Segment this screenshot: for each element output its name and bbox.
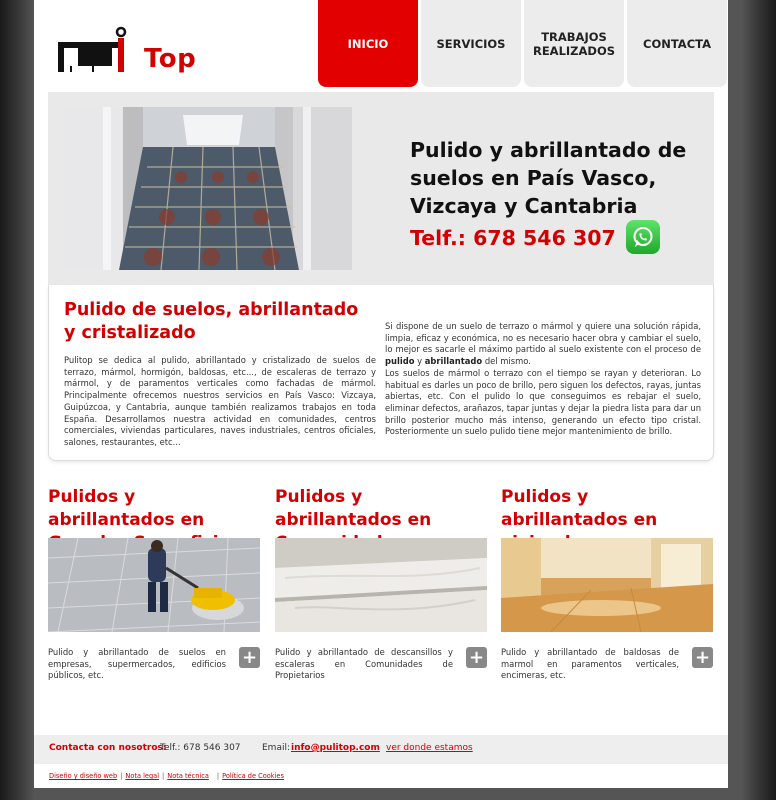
service-description: Pulido y abrillantado de baldosas de marmol en paramentos verticales, encimeras, etc. bbox=[501, 647, 679, 681]
hero-phone[interactable]: Telf.: 678 546 307 bbox=[410, 226, 616, 250]
service-title[interactable]: Pulidos y abrillantados en bbox=[501, 487, 658, 530]
intro-right-text bbox=[385, 321, 701, 438]
service-comunidades bbox=[275, 486, 487, 682]
nav-item-contacta[interactable]: CONTACTA bbox=[627, 0, 727, 87]
nav-item-inicio[interactable]: INICIO bbox=[318, 0, 418, 87]
logo[interactable] bbox=[56, 26, 196, 78]
legal-links bbox=[49, 772, 284, 780]
separator: | bbox=[162, 772, 165, 780]
footer-location-link[interactable]: ver donde estamos bbox=[386, 743, 473, 753]
service-grandes-superficies bbox=[48, 486, 260, 682]
service-title[interactable]: Pulidos y abrillantados en bbox=[48, 487, 205, 530]
separator: | bbox=[120, 772, 123, 780]
service-title[interactable]: Pulidos y abrillantados en bbox=[275, 487, 432, 530]
intro-section bbox=[48, 285, 714, 461]
nav-item-trabajos-realizados[interactable]: TRABAJOS REALIZADOS bbox=[524, 0, 624, 87]
intro-right-paragraph-1: Si dispone de un suelo de terrazo o mármol y quiere una solución rápida, limpia, eficaz y económica, no es necesario hacer obra y cambiar el suelo, lo mejor es sacarle el máximo partido al suelo existente con el proceso de pulido y abrillantado del mismo. bbox=[385, 321, 701, 367]
logo-text: Top bbox=[144, 44, 197, 74]
footer-contact-bar bbox=[34, 735, 728, 764]
intro-title: Pulido de suelos, abrillantado y cristalizado bbox=[64, 300, 359, 343]
legal-notice-link[interactable]: Nota legal bbox=[125, 772, 160, 780]
service-image[interactable] bbox=[48, 538, 260, 632]
cookies-policy-link[interactable]: Política de Cookies bbox=[222, 772, 284, 780]
intro-left-text: Pulitop se dedica al pulido, abrillantado y cristalizado de suelos de terrazo, mármol, hormigón, baldosas, etc..., de escaleras de terrazo y mármol, y de paramentos verticales como fachadas de mármol. Principalmente ofrecemos nuestros servicios en País Vasco: Vizcaya, Guipúzcoa, y Cantabria, aunque también realizamos trabajos en toda España. Desarrollamos nuestra actividad en comunidades, centros comerciales, viviendas particulares, naves industriales, centros oficiales, salones, restaurantes, etc... bbox=[64, 355, 376, 447]
more-info-button[interactable]: + bbox=[239, 647, 260, 668]
service-description: Pulido y abrillantado de descansillos y escaleras en Comunidades de Propietarios bbox=[275, 647, 453, 681]
whatsapp-icon[interactable] bbox=[626, 220, 660, 254]
page bbox=[34, 0, 728, 788]
main-nav bbox=[318, 0, 730, 87]
more-info-button[interactable]: + bbox=[692, 647, 713, 668]
technical-note-link[interactable]: Nota técnica bbox=[167, 772, 209, 780]
intro-right-paragraph-2: Los suelos de mármol o terrazo con el tiempo se rayan y deterioran. Lo habitual es darles un poco de brillo, pero siguen los defectos, rayas, juntas abiertas, etc. Con el pulido lo que conseguimos es rebajar el suelo, eliminar defectos, arañazos, tapar juntas y dejar la piedra lista para dar un brillo posterior mucho más intenso, generando un efecto tipo cristal. Posteriormente un suelo pulido tiene mejor mantenimiento de brillo. bbox=[385, 367, 701, 437]
service-image[interactable] bbox=[501, 538, 713, 632]
hero-image bbox=[63, 107, 352, 270]
separator: | bbox=[216, 772, 220, 780]
service-description: Pulido y abrillantado de suelos en empresas, supermercados, edificios públicos, etc. bbox=[48, 647, 226, 681]
footer-contact-label: Contacta con nosotros: bbox=[49, 743, 167, 753]
footer-email-link[interactable]: info@pulitop.com bbox=[291, 743, 380, 753]
more-info-button[interactable]: + bbox=[466, 647, 487, 668]
logo-icon bbox=[56, 26, 146, 78]
service-image[interactable] bbox=[275, 538, 487, 632]
hero-title: Pulido y abrillantado de suelos en País Vasco, Vizcaya y Cantabria bbox=[410, 138, 687, 218]
footer-email-label: Email: bbox=[262, 743, 291, 753]
design-link[interactable]: Diseño y diseño web bbox=[49, 772, 118, 780]
hero-banner bbox=[48, 92, 714, 285]
nav-item-servicios[interactable]: SERVICIOS bbox=[421, 0, 521, 87]
service-viviendas bbox=[501, 486, 713, 682]
footer-phone: Telf.: 678 546 307 bbox=[160, 743, 241, 753]
